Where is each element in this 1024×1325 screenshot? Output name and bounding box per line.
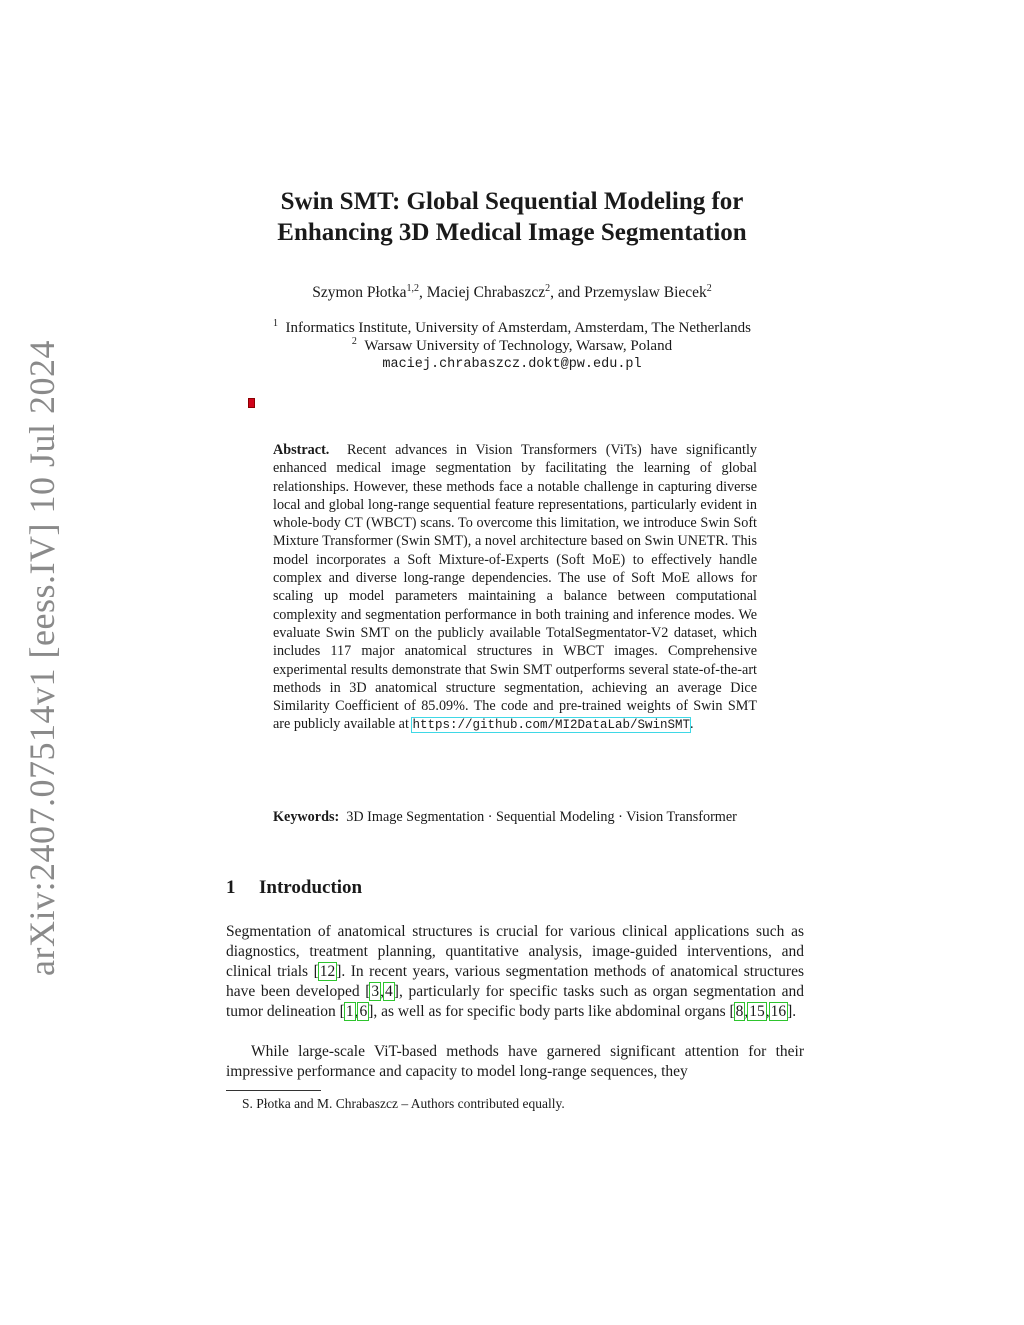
affiliation-1-text: Informatics Institute, University of Amsterdam, Amsterdam, The Netherlands (285, 320, 751, 336)
citation-link[interactable]: 4 (385, 983, 393, 1000)
keywords (273, 808, 757, 826)
title-line-1: Swin SMT: Global Sequential Modeling for (280, 188, 744, 215)
abstract (273, 441, 757, 735)
affiliation-1 (0, 320, 1024, 337)
affiliation-2-number: 2 (351, 336, 357, 347)
paragraph-text: ], particularly for specific tasks such as organ segmentation and tumor delineation [ (226, 983, 804, 1020)
citation-link[interactable]: 3 (371, 983, 380, 1000)
footnote: S. Płotka and M. Chrabaszcz – Authors contributed equally. (242, 1096, 565, 1111)
citation-link[interactable]: 15 (749, 1003, 765, 1020)
author-3: Przemyslaw Biecek (584, 284, 707, 301)
arxiv-side-stamp: arXiv:2407.07514v1 [eess.IV] 10 Jul 2024 (22, 340, 62, 976)
contact-email[interactable]: maciej.chrabaszcz.dokt@pw.edu.pl (382, 357, 642, 372)
author-2-affil: 2 (545, 282, 551, 294)
author-1: Szymon Płotka (312, 284, 407, 301)
author-separator: , (419, 284, 427, 301)
affiliation-2-text: Warsaw University of Technology, Warsaw, Poland (364, 338, 673, 354)
paragraph-text: ]. In recent years, various segmentation methods of anatomical structures have been developed [ (226, 963, 804, 1000)
affiliation-2 (0, 338, 1024, 355)
affiliation-1-number: 1 (273, 318, 279, 329)
paragraph-1: Segmentation of anatomical structures is crucial for various clinical applications such as diagnostics, treatment planning, quantitative analysis, image-guided interventions, and clinical trials [12]. In recent years, various segmentation methods of anatomical structures have been developed [3,4], particularly for specific tasks such as organ segmentation and tumor delineation [1,6], as well as for specific body parts like abdominal organs [8,15,16]. (226, 923, 804, 1020)
paper-title (0, 186, 1024, 248)
paragraph-text: ]. (787, 1003, 797, 1020)
author-2: Maciej Chrabaszcz (426, 284, 546, 301)
abstract-end: . (690, 716, 694, 733)
code-link[interactable]: https://github.com/MI2DataLab/SwinSMT (412, 718, 690, 733)
section-heading (226, 877, 362, 899)
paragraph-text: Segmentation of anatomical structures is crucial for various clinical applications such as diagnostics, treatment planning, quantitative analysis, image-guided interventions, and clinical trials [ (226, 923, 804, 980)
paragraph-2: While large-scale ViT-based methods have garnered significant attention for their impressive performance and capacity to model long-range sequences, they (226, 1043, 804, 1080)
title-line-2: Enhancing 3D Medical Image Segmentation (277, 219, 747, 246)
author-list (0, 284, 1024, 302)
citation-link[interactable]: 1 (345, 1003, 354, 1020)
citation-link[interactable]: 16 (770, 1003, 787, 1020)
paragraph-text: ], as well as for specific body parts like abdominal organs [ (368, 1003, 735, 1020)
citation-link[interactable]: 12 (319, 963, 336, 980)
author-separator: , and (550, 284, 585, 301)
footnote-rule (226, 1090, 321, 1091)
keywords-label: Keywords: (273, 809, 340, 825)
citation-link[interactable]: 8 (735, 1003, 744, 1020)
author-3-affil: 2 (706, 282, 712, 294)
keywords-text: 3D Image Segmentation · Sequential Modeling · Vision Transformer (346, 809, 737, 825)
citation-link[interactable]: 6 (359, 1003, 368, 1020)
abstract-text: Recent advances in Vision Transformers (ViTs) have significantly enhanced medical image segmentation by facilitating the learning of global relationships. However, these methods face a notable challenge in capturing diverse local and global long-range sequential feature representations, particularly evident in whole-body CT (WBCT) scans. To overcome this limitation, we introduce Swin Soft Mixture Transformer (Swin SMT), a novel architecture based on Swin UNETR. This model incorporates a Soft Mixture-of-Experts (Soft MoE) to effectively handle complex and diverse long-range dependencies. The use of Soft MoE allows for scaling up model parameters maintaining a balance between computational complexity and segmentation performance in both training and inference modes. We evaluate Swin SMT on the publicly available TotalSegmentator-V2 dataset, which includes 117 major anatomical structures in WBCT images. Comprehensive experimental results demonstrate that Swin SMT outperforms several state-of-the-art methods in 3D anatomical structure segmentation, achieving an average Dice Similarity Coefficient of 85.09%. The code and pre-trained weights of Swin SMT are publicly available at (273, 442, 758, 733)
annotation-marker (248, 398, 255, 408)
section-number: 1 (226, 877, 236, 898)
section-title: Introduction (259, 877, 363, 898)
author-1-affil: 1,2 (406, 282, 419, 294)
abstract-label: Abstract. (273, 442, 330, 458)
